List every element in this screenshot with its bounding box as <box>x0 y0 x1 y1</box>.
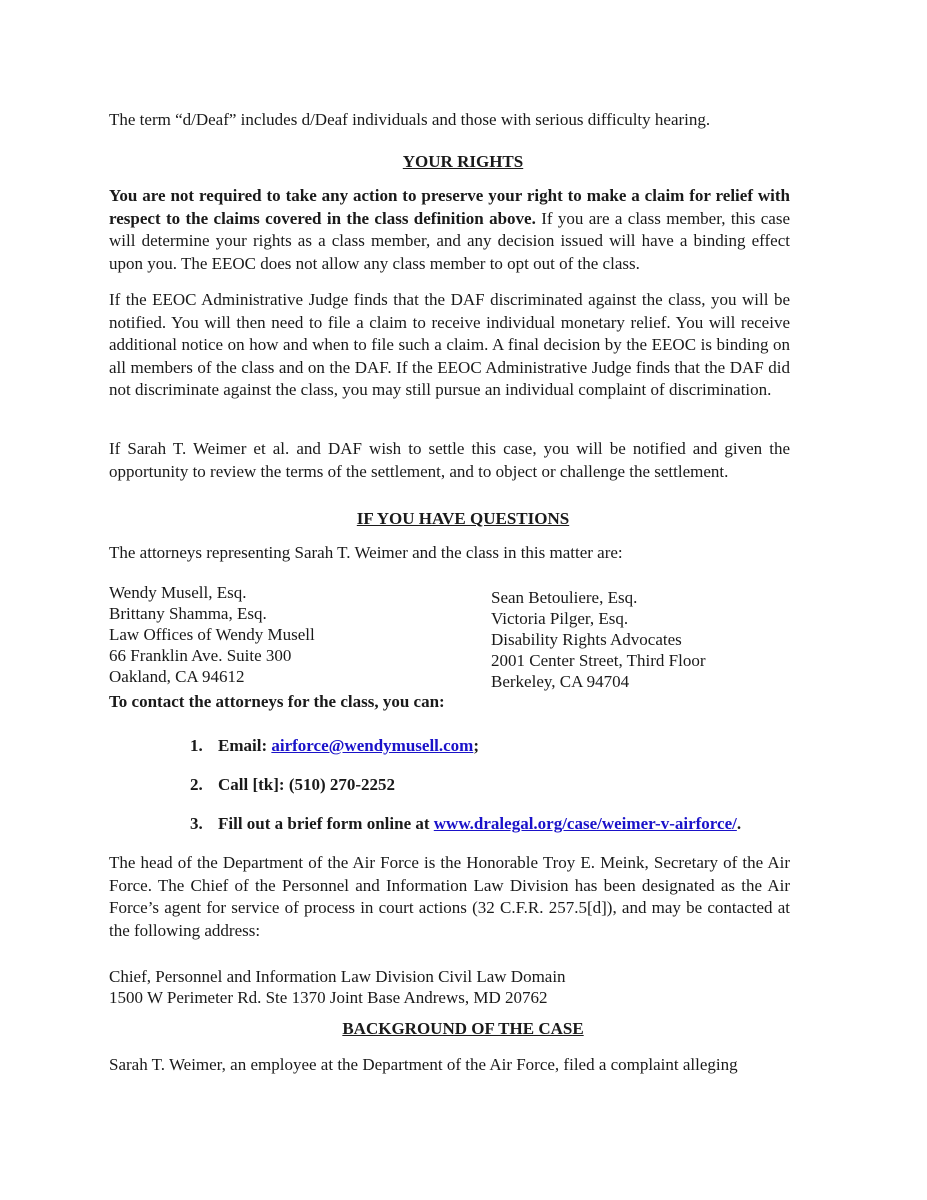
address-line: Wendy Musell, Esq. <box>109 583 247 602</box>
rights-paragraph-1-rest: If you are a class member, this case will determine your rights as a class member, and any decision issued will have a binding effect upon you. The EEOC does not allow any class member to opt out of the class. <box>109 208 791 273</box>
form-label: Fill out a brief form online at <box>218 814 434 833</box>
service-paragraph: The head of the Department of the Air Force is the Honorable Troy E. Meink, Secretary of the Air Force. The Chief of the Personnel and Information Law Division has been designated as the Air Force’s agent for service of process in court actions (32 C.F.R. 257.5[d]), and may be contacted at the following address: <box>109 853 790 940</box>
list-number: 2. <box>190 775 203 794</box>
address-line: 1500 W Perimeter Rd. Ste 1370 Joint Base Andrews, MD 20762 <box>109 988 548 1007</box>
contact-item-phone <box>190 775 395 795</box>
address-line: Oakland, CA 94612 <box>109 667 245 686</box>
form-link[interactable]: www.dralegal.org/case/weimer-v-airforce/ <box>433 814 737 833</box>
rights-paragraph-3: If Sarah T. Weimer et al. and DAF wish to settle this case, you will be notified and given the opportunity to review the terms of the settlement, and to object or challenge the settlement. <box>109 439 790 481</box>
list-number: 3. <box>190 814 203 833</box>
phone-text: Call [tk]: (510) 270-2252 <box>218 775 396 794</box>
address-line: Berkeley, CA 94704 <box>491 672 630 691</box>
contact-item-form <box>190 814 741 834</box>
email-link[interactable]: airforce@wendymusell.com <box>271 736 474 755</box>
questions-heading: IF YOU HAVE QUESTIONS <box>356 509 570 528</box>
list-number: 1. <box>190 736 203 755</box>
address-line: 2001 Center Street, Third Floor <box>491 651 706 670</box>
attorneys-intro: The attorneys representing Sarah T. Weimer and the class in this matter are: <box>109 543 623 562</box>
background-paragraph: Sarah T. Weimer, an employee at the Department of the Air Force, filed a complaint alleging <box>109 1055 738 1074</box>
rights-paragraph-2: If the EEOC Administrative Judge finds that the DAF discriminated against the class, you will be notified. You will then need to file a claim to receive individual monetary relief. You will receive additional notice on how and when to file such a claim. A final decision by the EEOC is binding on all members of the class and on the DAF. If the EEOC Administrative Judge finds that the DAF did not discriminate against the class, you may still pursue an individual complaint of discrimination. <box>109 290 790 399</box>
attorney-address-left <box>109 582 315 687</box>
address-line: Law Offices of Wendy Musell <box>109 625 315 644</box>
rights-bold-statement: You are not required to take any action to preserve your right to make a claim for relief with respect to the claims covered in the class definition above. <box>109 186 790 228</box>
background-heading: BACKGROUND OF THE CASE <box>342 1019 584 1038</box>
your-rights-heading: YOUR RIGHTS <box>402 152 524 171</box>
address-line: Disability Rights Advocates <box>491 630 682 649</box>
attorney-address-right <box>491 587 706 692</box>
address-line: 66 Franklin Ave. Suite 300 <box>109 646 292 665</box>
address-line: Sean Betouliere, Esq. <box>491 588 638 607</box>
form-suffix: . <box>736 814 742 833</box>
service-address <box>109 966 566 1008</box>
email-suffix: ; <box>473 736 480 755</box>
contact-lead: To contact the attorneys for the class, you can: <box>109 692 445 711</box>
contact-item-email <box>190 736 479 756</box>
email-label: Email: <box>218 736 272 755</box>
address-line: Brittany Shamma, Esq. <box>109 604 267 623</box>
rights-paragraph-1 <box>109 185 790 275</box>
address-line: Victoria Pilger, Esq. <box>491 609 629 628</box>
intro-paragraph: The term “d/Deaf” includes d/Deaf individuals and those with serious difficulty hearing. <box>109 110 711 129</box>
address-line: Chief, Personnel and Information Law Division Civil Law Domain <box>109 967 566 986</box>
